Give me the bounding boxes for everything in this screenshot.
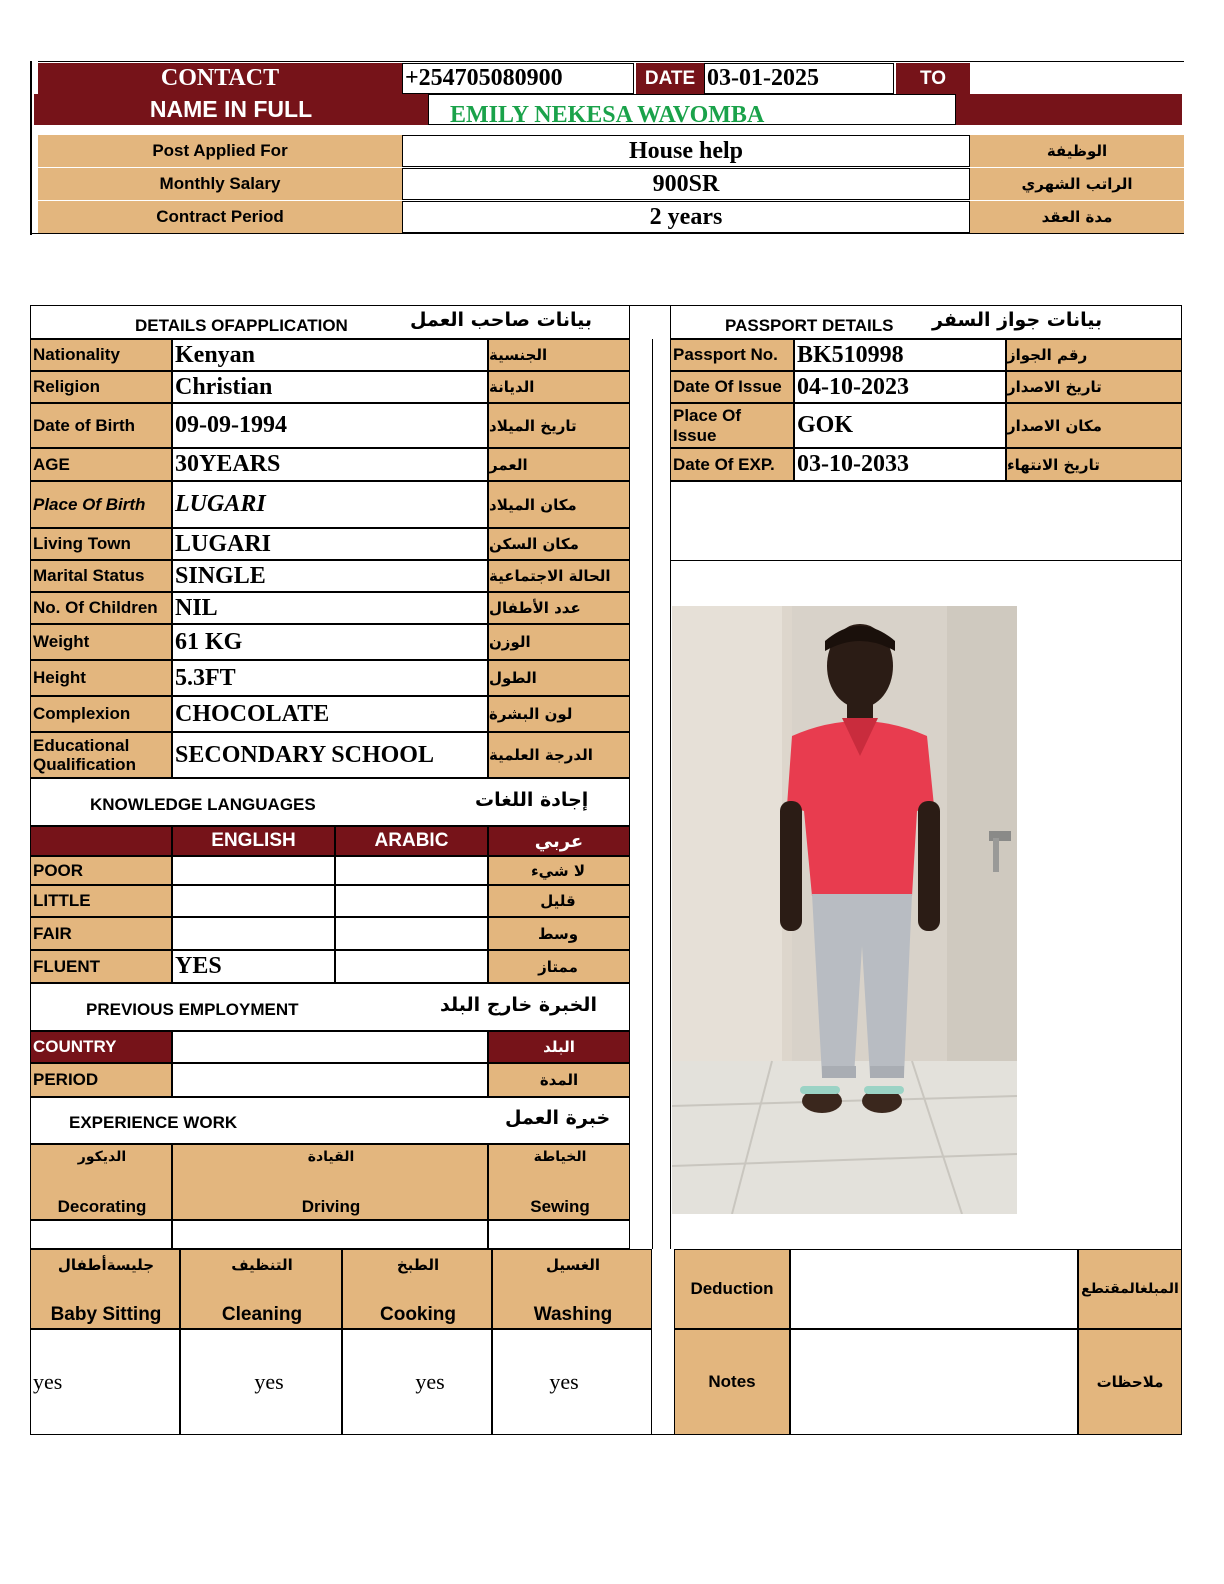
place-of-birth-ar: مكان الميلاد xyxy=(488,481,630,528)
skill-cooking-label: Cooking xyxy=(380,1304,456,1325)
lang-fluent-ar: ممتاز xyxy=(488,950,630,983)
applicant-photo xyxy=(672,606,1017,1214)
lang-fair-label: FAIR xyxy=(30,917,172,950)
lang-fluent-arabic[interactable] xyxy=(335,950,488,983)
skill-babysitting-cell xyxy=(30,1249,180,1329)
previous-title-ar: الخبرة خارج البلد xyxy=(440,994,597,1016)
country-label: COUNTRY xyxy=(30,1031,172,1063)
date-of-exp-label: Date Of EXP. xyxy=(670,448,794,481)
date-of-birth-value: 09-09-1994 xyxy=(172,403,488,448)
languages-col-ar: عربي xyxy=(488,826,630,856)
living-town-ar: مكان السكن xyxy=(488,528,630,560)
skill-washing-value[interactable]: yes xyxy=(492,1329,652,1435)
lang-poor-english[interactable] xyxy=(172,856,335,885)
header-left-border xyxy=(30,61,32,235)
skill-cooking-ar: الطبخ xyxy=(396,1256,440,1274)
date-label: DATE xyxy=(636,63,704,94)
date-value: 03-01-2025 xyxy=(704,63,894,94)
skill-sewing-label: Sewing xyxy=(530,1197,590,1216)
date-of-birth-label: Date of Birth xyxy=(30,403,172,448)
to-label: TO xyxy=(896,63,970,94)
name-label: NAME IN FULL xyxy=(34,94,428,125)
contract-period-ar: مدة العقد xyxy=(970,201,1184,233)
notes-ar: ملاحظات xyxy=(1078,1329,1182,1435)
languages-col-arabic: ARABIC xyxy=(335,826,488,856)
education-value: SECONDARY SCHOOL xyxy=(172,732,488,778)
lang-poor-label: POOR xyxy=(30,856,172,885)
nationality-ar: الجنسية xyxy=(488,339,630,371)
lang-little-arabic[interactable] xyxy=(335,885,488,917)
skill-decorating-label: Decorating xyxy=(57,1197,147,1216)
living-town-value: LUGARI xyxy=(172,528,488,560)
height-value: 5.3FT xyxy=(172,660,488,696)
experience-title: EXPERIENCE WORK xyxy=(69,1113,238,1132)
deduction-label: Deduction xyxy=(674,1249,790,1329)
place-of-issue-value: GOK xyxy=(794,403,1006,448)
details-title: DETAILS OFAPPLICATION xyxy=(135,316,348,335)
height-ar: الطول xyxy=(488,660,630,696)
country-ar: البلد xyxy=(488,1031,630,1063)
deduction-ar: المبلغالمقتطع xyxy=(1078,1249,1182,1329)
complexion-value: CHOCOLATE xyxy=(172,696,488,732)
children-label: No. Of Children xyxy=(30,592,172,624)
lang-fluent-english[interactable]: YES xyxy=(172,950,335,983)
age-value: 30YEARS xyxy=(172,448,488,481)
passport-no-label: Passport No. xyxy=(670,339,794,371)
languages-header-blank xyxy=(30,826,172,856)
marital-status-ar: الحالة الاجتماعية xyxy=(488,560,630,592)
complexion-ar: لون البشرة xyxy=(488,696,630,732)
skill-washing-ar: الغسيل xyxy=(545,1256,601,1274)
period-value[interactable] xyxy=(172,1063,488,1097)
lang-poor-ar: لا شيء xyxy=(488,856,630,885)
place-of-issue-ar: مكان الاصدار xyxy=(1006,403,1182,448)
applicant-photo-graphic xyxy=(672,606,1017,1214)
languages-title-ar: إجادة اللغات xyxy=(475,789,589,811)
education-ar: الدرجة العلمية xyxy=(488,732,630,778)
passport-no-value: BK510998 xyxy=(794,339,1006,371)
date-of-issue-label: Date Of Issue xyxy=(670,371,794,403)
children-ar: عدد الأطفال xyxy=(488,592,630,624)
lang-fluent-label: FLUENT xyxy=(30,950,172,983)
skill-sewing-ar: الخياطة xyxy=(533,1149,587,1165)
notes-label: Notes xyxy=(674,1329,790,1435)
post-applied-label: Post Applied For xyxy=(38,135,402,167)
date-of-issue-value: 04-10-2023 xyxy=(794,371,1006,403)
religion-ar: الديانة xyxy=(488,371,630,403)
marital-status-value: SINGLE xyxy=(172,560,488,592)
contact-label: CONTACT xyxy=(38,63,402,94)
skill-driving-ar: القيادة xyxy=(307,1149,355,1165)
monthly-salary-value: 900SR xyxy=(402,168,970,200)
skill-decorating-ar: الديكور xyxy=(77,1149,127,1165)
deduction-value[interactable] xyxy=(790,1249,1078,1329)
date-of-issue-ar: تاريخ الاصدار xyxy=(1006,371,1182,403)
skill-washing-label: Washing xyxy=(533,1304,613,1325)
passport-title-ar: بيانات جواز السفر xyxy=(932,309,1103,331)
lang-poor-arabic[interactable] xyxy=(335,856,488,885)
experience-title-ar: خبرة العمل xyxy=(505,1107,611,1129)
country-value[interactable] xyxy=(172,1031,488,1063)
skill-cleaning-value[interactable]: yes xyxy=(180,1329,342,1435)
skill-cleaning-cell xyxy=(180,1249,342,1329)
date-of-birth-ar: تاريخ الميلاد xyxy=(488,403,630,448)
contact-value: +254705080900 xyxy=(402,63,634,94)
languages-col-english: ENGLISH xyxy=(172,826,335,856)
period-label: PERIOD xyxy=(30,1063,172,1097)
passport-title: PASSPORT DETAILS xyxy=(725,316,894,335)
lang-fair-ar: وسط xyxy=(488,917,630,950)
post-applied-value: House help xyxy=(402,135,970,167)
weight-label: Weight xyxy=(30,624,172,660)
details-title-ar: بيانات صاحب العمل xyxy=(410,309,592,331)
skill-sewing-value[interactable] xyxy=(488,1220,630,1249)
monthly-salary-label: Monthly Salary xyxy=(38,168,402,200)
contract-period-label: Contract Period xyxy=(38,201,402,233)
post-applied-ar: الوظيفة xyxy=(970,135,1184,167)
header-bottom-rule xyxy=(30,233,1184,234)
skill-babysitting-value[interactable]: yes xyxy=(30,1329,180,1435)
place-of-birth-label: Place Of Birth xyxy=(30,481,172,528)
age-label: AGE xyxy=(30,448,172,481)
place-of-issue-label: Place Of Issue xyxy=(670,403,794,448)
skill-driving-value[interactable] xyxy=(172,1220,488,1249)
children-value: NIL xyxy=(172,592,488,624)
skill-babysitting-label: Baby Sitting xyxy=(50,1304,162,1325)
gap-line-right xyxy=(670,339,671,1249)
age-ar: العمر xyxy=(488,448,630,481)
lang-fair-english[interactable] xyxy=(172,917,335,950)
gap-line-left xyxy=(652,339,653,1249)
lang-little-label: LITTLE xyxy=(30,885,172,917)
weight-value: 61 KG xyxy=(172,624,488,660)
passport-no-ar: رقم الجواز xyxy=(1006,339,1182,371)
nationality-label: Nationality xyxy=(30,339,172,371)
date-of-exp-ar: تاريخ الانتهاء xyxy=(1006,448,1182,481)
skill-cleaning-label: Cleaning xyxy=(221,1304,303,1325)
languages-title: KNOWLEDGE LANGUAGES xyxy=(90,795,316,814)
date-of-exp-value: 03-10-2033 xyxy=(794,448,1006,481)
name-filler xyxy=(956,94,1182,125)
lang-little-english[interactable] xyxy=(172,885,335,917)
contract-period-value: 2 years xyxy=(402,201,970,233)
lang-fair-arabic[interactable] xyxy=(335,917,488,950)
skill-cooking-value[interactable]: yes xyxy=(342,1329,492,1435)
skill-washing-cell xyxy=(492,1249,652,1329)
living-town-label: Living Town xyxy=(30,528,172,560)
lang-little-ar: قليل xyxy=(488,885,630,917)
skill-babysitting-ar: جليسةأطفال xyxy=(57,1256,155,1274)
name-value: EMILY NEKESA WAVOMBA xyxy=(450,102,765,128)
previous-title: PREVIOUS EMPLOYMENT xyxy=(86,1000,299,1019)
skill-decorating-cell xyxy=(30,1144,172,1220)
weight-ar: الوزن xyxy=(488,624,630,660)
skill-sewing-cell xyxy=(488,1144,630,1220)
skill-driving-label: Driving xyxy=(301,1197,361,1216)
education-label: Educational Qualification xyxy=(30,732,172,778)
notes-value[interactable] xyxy=(790,1329,1078,1435)
skill-cooking-cell xyxy=(342,1249,492,1329)
to-value xyxy=(970,63,1184,94)
skill-cleaning-ar: التنظيف xyxy=(231,1256,293,1274)
skill-decorating-value[interactable] xyxy=(30,1220,172,1249)
place-of-birth-value: LUGARI xyxy=(172,481,488,528)
skill-driving-cell xyxy=(172,1144,488,1220)
nationality-value: Kenyan xyxy=(172,339,488,371)
monthly-salary-ar: الراتب الشهري xyxy=(970,168,1184,200)
header-top-rule xyxy=(38,61,1184,62)
religion-value: Christian xyxy=(172,371,488,403)
religion-label: Religion xyxy=(30,371,172,403)
marital-status-label: Marital Status xyxy=(30,560,172,592)
height-label: Height xyxy=(30,660,172,696)
period-ar: المدة xyxy=(488,1063,630,1097)
complexion-label: Complexion xyxy=(30,696,172,732)
passport-blank-area xyxy=(670,481,1182,561)
